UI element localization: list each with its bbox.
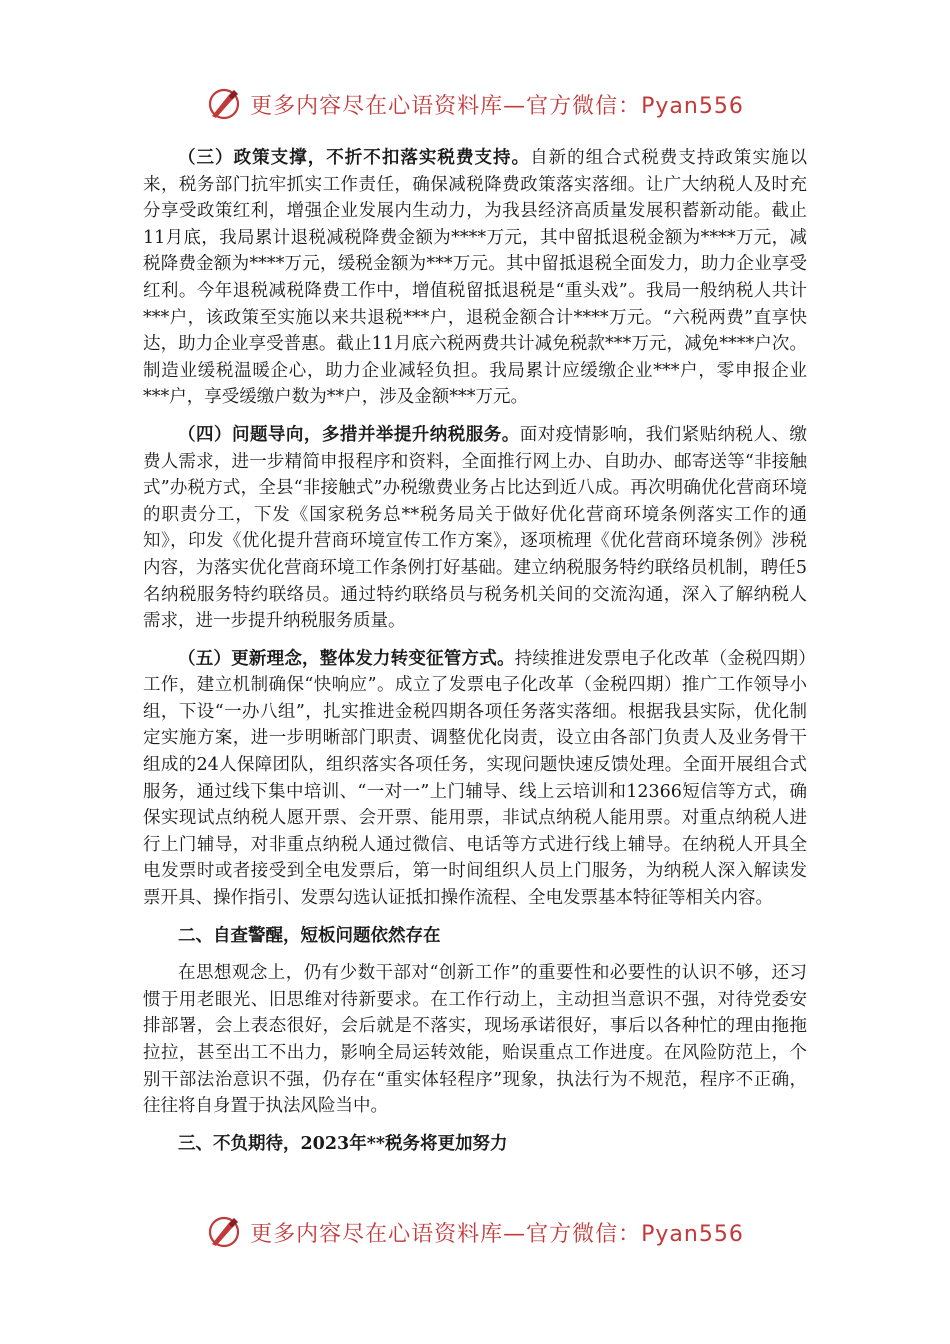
service-lead: （四）问题导向，多措并举提升纳税服务。 — [178, 424, 520, 445]
pen-logo-icon — [206, 86, 242, 122]
policy-paragraph — [143, 145, 807, 411]
outlook-heading: 三、不负期待，2023年**税务将更加努力 — [178, 1133, 508, 1154]
banner-text: 更多内容尽在心语资料库—官方微信：Pyan556 — [250, 93, 744, 119]
reform-lead: （五）更新理念，整体发力转变征管方式。 — [178, 648, 515, 669]
reform-body: 持续推进发票电子化改革（金税四期）工作，建立机制确保“快响应”。成立了发票电子化改革（金税四期）推广工作领导小组，下设“一办八组”，扎实推进金税四期各项任务落实落细。根据我县实际，优化制定实施方案，进一步明晰部门职责、调整优化岗责，设立由各部门负责人及业务骨干组成的24人保障团队，组织落实各项任务，实现问题快速反馈处理。全面开展组合式服务，通过线下集中培训、“一对一”上门辅导、线上云培训和12366短信等方式，确保实现试点纳税人愿开票、会开票、能用票，非试点纳税人能用票。对重点纳税人进行上门辅导，对非重点纳税人通过微信、电话等方式进行线上辅导。在纳税人开具全电发票时或者接受到全电发票后，第一时间组织人员上门服务，为纳税人深入解读发票开具、操作指引、发票勾选认证抵扣操作流程、全电发票基本特征等相关内容。 — [143, 648, 808, 909]
service-body: 面对疫情影响，我们紧贴纳税人、缴费人需求，进一步精简申报程序和资料，全面推行网上办、自助办、邮寄送等“非接触式”办税方式，全县“非接触式”办税缴费业务占比达到近八成。再次明确优化营商环境的职责分工，下发《国家税务总**税务局关于做好优化营商环境条例落实工作的通知》，印发《优化提升营商环境宣传工作方案》，逐项梳理《优化营商环境条例》涉税内容，为落实优化营商环境工作条例打好基础。建立纳税服务特约联络员机制，聘任5名纳税服务特约联络员。通过特约联络员与税务机关间的交流沟通，深入了解纳税人需求，进一步提升纳税服务质量。 — [143, 424, 808, 632]
footer-banner — [0, 1212, 950, 1252]
service-paragraph — [143, 422, 807, 635]
policy-body: 自新的组合式税费支持政策实施以来，税务部门抗牢抓实工作责任，确保减税降费政策落实落细。让广大纳税人及时充分享受政策红利，增强企业发展内生动力，为我县经济高质量发展积蓄新动能。截止11月底，我局累计退税减税降费金额为****万元，其中留抵退税金额为****万元，减税降费金额为****万元，缓税金额为***万元。其中留抵退税全面发力，助力企业享受红利。今年退税减税降费工作中，增值税留抵退税是“重头戏”。我局一般纳税人共计***户，该政策至实施以来共退税***户，退税金额合计****万元。“六税两费”直享快达，助力企业享受普惠。截止11月底六税两费共计减免税款***万元，减免****户次。制造业缓税温暖企心，助力企业减轻负担。我局累计应缓缴企业***户，零申报企业***户，享受缓缴户数为**户，涉及金额***万元。 — [143, 148, 808, 408]
document-body — [143, 145, 807, 1168]
self-check-heading: 二、自查警醒，短板问题依然存在 — [178, 925, 441, 946]
banner-text: 更多内容尽在心语资料库—官方微信：Pyan556 — [250, 1221, 744, 1247]
pen-logo-icon — [206, 1214, 242, 1250]
policy-lead: （三）政策支撑，不折不扣落实税费支持。 — [178, 148, 531, 168]
self-check-paragraph: 在思想观念上，仍有少数干部对“创新工作”的重要性和必要性的认识不够，还习惯于用老眼光、旧思维对待新要求。在工作行动上，主动担当意识不强，对待党委安排部署，会上表态很好，会后就是不落实，现场承诺很好，事后以各种忙的理由拖拖拉拉，甚至出工不出力，影响全局运转效能，贻误重点工作进度。在风险防范上，个别干部法治意识不强，仍存在“重实体轻程序”现象，执法行为不规范，程序不正确，往往将自身置于执法风险当中。 — [143, 963, 807, 1117]
reform-paragraph — [143, 646, 807, 912]
header-banner — [0, 84, 950, 124]
